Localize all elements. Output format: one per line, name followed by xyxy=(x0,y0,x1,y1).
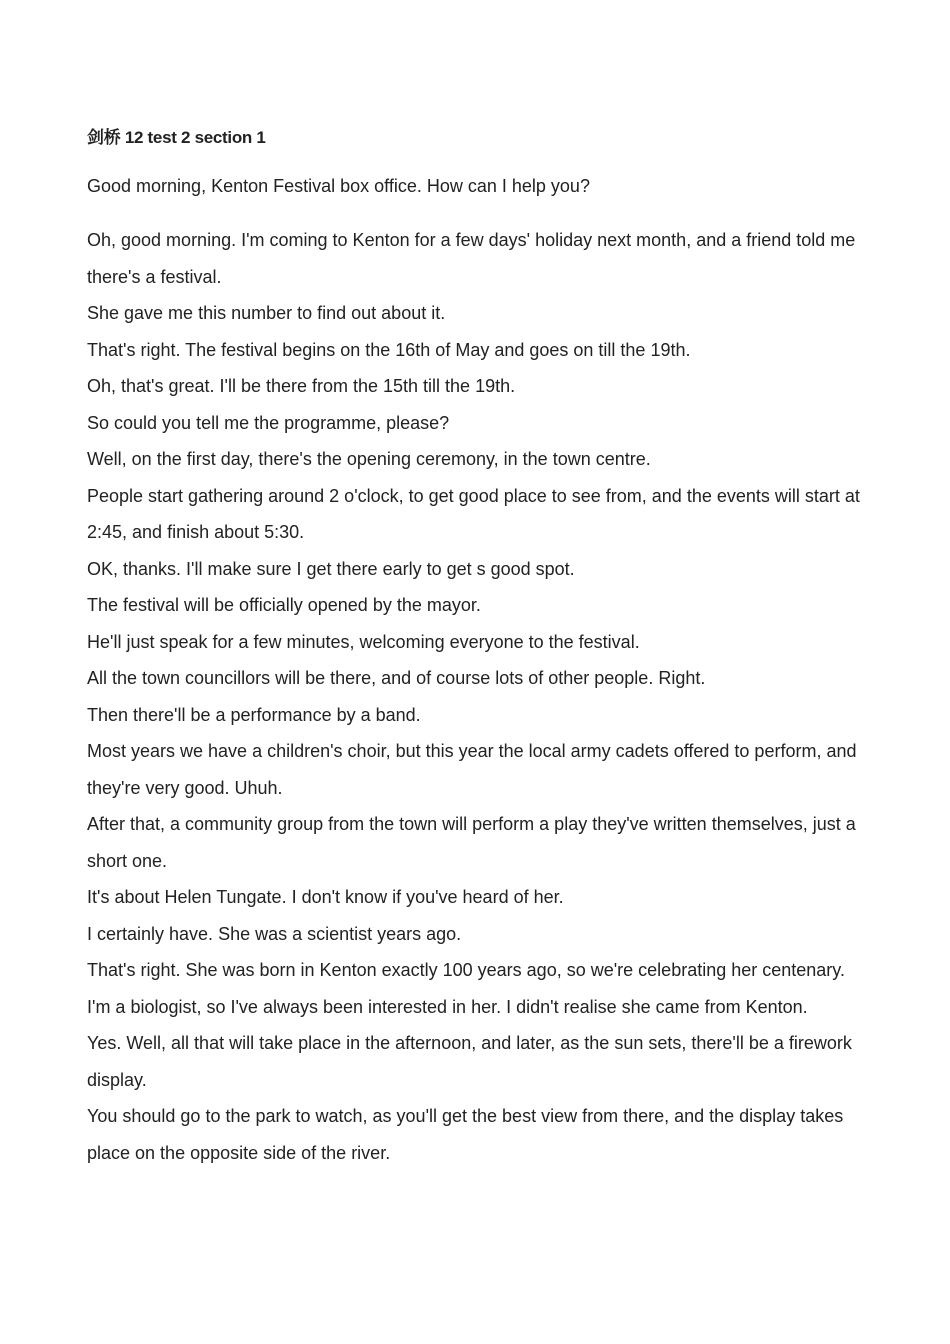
transcript-paragraph: People start gathering around 2 o'clock, to get good place to see from, and the events will start at 2:45, and finish about 5:30. xyxy=(87,485,860,542)
transcript-paragraph: The festival will be officially opened by the mayor. xyxy=(87,595,481,615)
transcript-paragraph: You should go to the park to watch, as you'll get the best view from there, and the display takes place on the opposite side of the river. xyxy=(87,1106,844,1163)
document-title: 剑桥 12 test 2 section 1 xyxy=(87,128,266,147)
transcript-paragraph: That's right. The festival begins on the 16th of May and goes on till the 19th. xyxy=(87,339,691,360)
transcript-paragraph: That's right. She was born in Kenton exactly 100 years ago, so we're celebrating her centenary. xyxy=(87,960,845,980)
transcript-paragraph: So could you tell me the programme, please? xyxy=(87,412,450,433)
transcript-paragraph: OK, thanks. I'll make sure I get there early to get s good spot. xyxy=(87,558,575,579)
transcript-paragraph: Oh, that's great. I'll be there from the 15th till the 19th. xyxy=(87,376,516,396)
document-body xyxy=(87,126,867,1171)
transcript-paragraph: All the town councillors will be there, and of course lots of other people. Right. xyxy=(87,668,706,688)
transcript-paragraph: I certainly have. She was a scientist years ago. xyxy=(87,923,462,944)
transcript-paragraph: Well, on the first day, there's the opening ceremony, in the town centre. xyxy=(87,449,651,469)
transcript-paragraph: He'll just speak for a few minutes, welcoming everyone to the festival. xyxy=(87,631,640,652)
transcript-paragraph: Then there'll be a performance by a band. xyxy=(87,704,421,725)
transcript-paragraph: I'm a biologist, so I've always been interested in her. I didn't realise she came from Kenton. xyxy=(87,996,808,1017)
transcript-paragraph: It's about Helen Tungate. I don't know if you've heard of her. xyxy=(87,887,564,907)
transcript-lead-line: Good morning, Kenton Festival box office. How can I help you? xyxy=(87,176,590,196)
transcript-paragraph: Yes. Well, all that will take place in the afternoon, and later, as the sun sets, there'll be a firework display. xyxy=(87,1033,852,1090)
transcript-paragraph: Oh, good morning. I'm coming to Kenton for a few days' holiday next month, and a friend told me there's a festival. xyxy=(87,230,856,287)
transcript-paragraph: She gave me this number to find out about it. xyxy=(87,303,446,323)
transcript-paragraphs xyxy=(87,222,867,1171)
transcript-paragraph: After that, a community group from the town will perform a play they've written themselves, just a short one. xyxy=(87,814,856,871)
transcript-paragraph: Most years we have a children's choir, but this year the local army cadets offered to perform, and they're very good. Uhuh. xyxy=(87,741,857,798)
